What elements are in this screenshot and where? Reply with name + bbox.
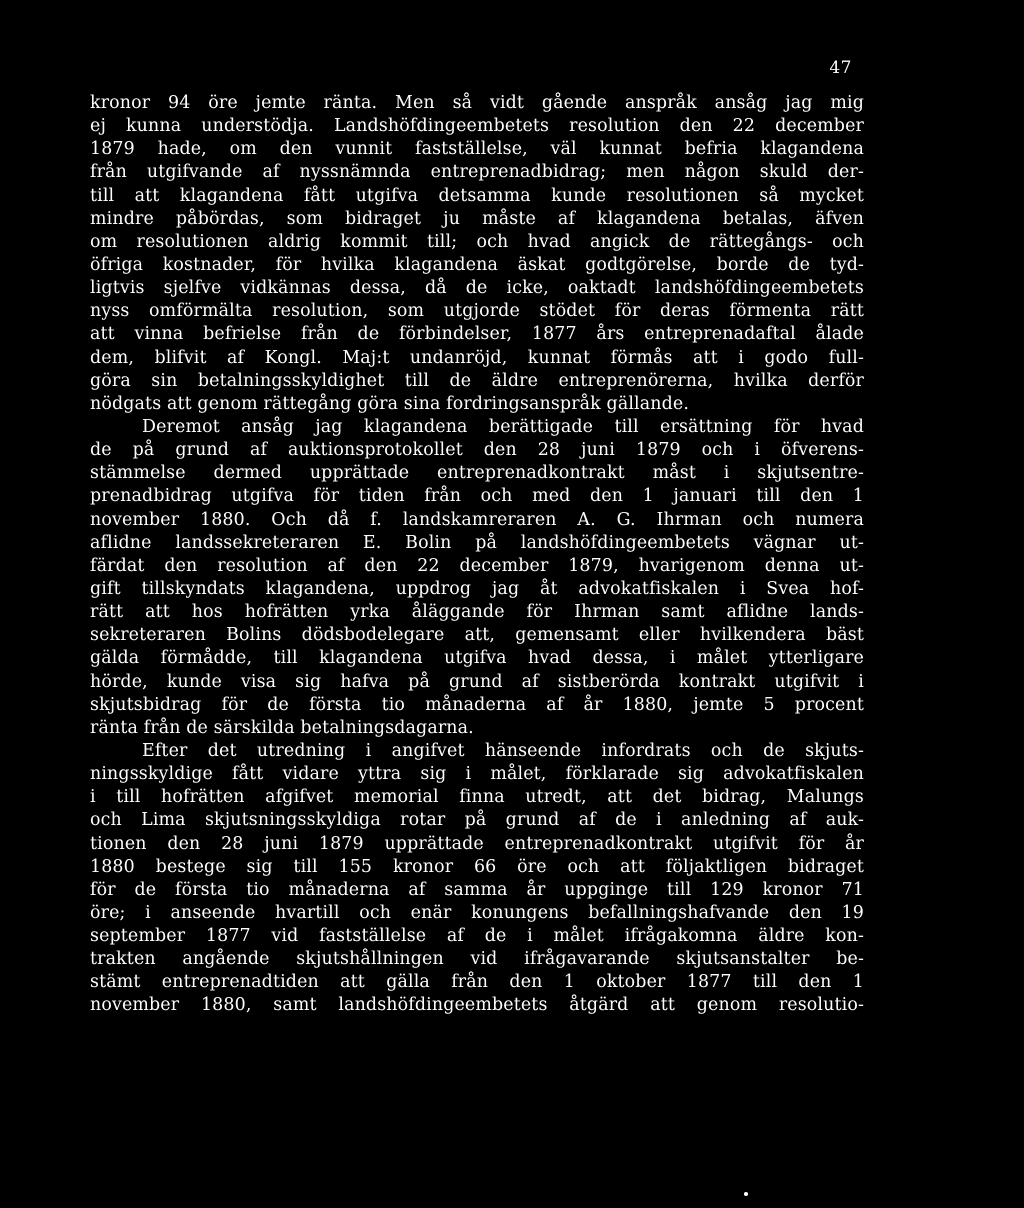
print-speck bbox=[744, 1192, 748, 1196]
text-line: färdat den resolution af den 22 december 1879, hvarigenom denna ut- bbox=[90, 555, 864, 576]
text-line: dem, blifvit af Kongl. Maj:t undanröjd, kunnat förmås att i godo full- bbox=[90, 347, 864, 368]
text-line: ränta från de särskilda betalningsdagarna. bbox=[90, 717, 474, 738]
text-line: öfriga kostnader, för hvilka klagandena äskat godtgörelse, borde de tyd- bbox=[90, 254, 864, 275]
text-line: rätt att hos hofrätten yrka åläggande för Ihrman samt aflidne lands- bbox=[90, 602, 864, 623]
text-line: att vinna befrielse från de förbindelser, 1877 års entreprenadaftal ålade bbox=[90, 324, 864, 345]
text-line: prenadbidrag utgifva för tiden från och med den 1 januari till den 1 bbox=[90, 486, 864, 507]
text-line: nyss omförmälta resolution, som utgjorde stödet för deras förmenta rätt bbox=[90, 301, 864, 322]
text-line: sekreteraren Bolins dödsbodelegare att, gemensamt eller hvilkendera bäst bbox=[90, 625, 864, 646]
text-line: de på grund af auktionsprotokollet den 28 juni 1879 och i öfverens- bbox=[90, 440, 864, 461]
text-line: november 1880. Och då f. landskamreraren A. G. Ihrman och numera bbox=[90, 509, 864, 530]
text-line: mindre påbördas, som bidraget ju måste af klagandena betalas, äfven bbox=[90, 208, 864, 229]
text-line: till att klagandena fått utgifva detsamma kunde resolutionen så mycket bbox=[90, 185, 864, 206]
text-line: och Lima skjutsningsskyldiga rotar på grund af de i anledning af auk- bbox=[90, 810, 864, 831]
text-line: från utgifvande af nyssnämnda entreprenadbidrag; men någon skuld der- bbox=[90, 162, 864, 183]
text-line: gälda förmådde, till klagandena utgifva hvad dessa, i målet ytterligare bbox=[90, 648, 864, 669]
text-line: ligtvis sjelfve vidkännas dessa, då de icke, oaktadt landshöfdingeembetets bbox=[90, 278, 864, 299]
page-number: 47 bbox=[829, 58, 852, 78]
text-line: aflidne landssekreteraren E. Bolin på landshöfdingeembetets vägnar ut- bbox=[90, 532, 864, 553]
text-line: skjutsbidrag för de första tio månaderna af år 1880, jemte 5 procent bbox=[90, 694, 864, 715]
text-line: 1879 hade, om den vunnit fastställelse, väl kunnat befria klagandena bbox=[90, 139, 864, 160]
text-line: kronor 94 öre jemte ränta. Men så vidt gående anspråk ansåg jag mig bbox=[90, 93, 864, 113]
text-line: hörde, kunde visa sig hafva på grund af sistberörda kontrakt utgifvit i bbox=[90, 671, 864, 692]
text-line: för de första tio månaderna af samma år uppginge till 129 kronor 71 bbox=[90, 879, 864, 900]
text-line: tionen den 28 juni 1879 upprättade entreprenadkontrakt utgifvit för år bbox=[90, 833, 864, 854]
text-line: göra sin betalningsskyldighet till de äldre entreprenörerna, hvilka derför bbox=[90, 370, 864, 391]
text-line: ningsskyldige fått vidare yttra sig i målet, förklarade sig advokatfiskalen bbox=[90, 764, 864, 785]
text-line: september 1877 vid fastställelse af de i målet ifrågakomna äldre kon- bbox=[90, 926, 864, 947]
text-line: november 1880, samt landshöfdingeembetets åtgärd att genom resolutio- bbox=[90, 995, 864, 1016]
text-line: nödgats att genom rättegång göra sina fordringsanspråk gällande. bbox=[90, 393, 690, 414]
text-line: Efter det utredning i angifvet hänseende infordrats och de skjuts- bbox=[142, 740, 864, 761]
text-line: gift tillskyndats klagandena, uppdrog jag åt advokatfiskalen i Svea hof- bbox=[90, 578, 864, 599]
body-text bbox=[90, 92, 864, 1018]
text-line: om resolutionen aldrig kommit till; och hvad angick de rättegångs- och bbox=[90, 231, 864, 252]
text-line: ej kunna understödja. Landshöfdingeembetets resolution den 22 december bbox=[90, 116, 864, 137]
text-line: stämmelse dermed upprättade entreprenadkontrakt måst i skjutsentre- bbox=[90, 463, 864, 484]
text-line: 1880 bestege sig till 155 kronor 66 öre och att följaktligen bidraget bbox=[90, 856, 864, 877]
text-line: öre; i anseende hvartill och enär konungens befallningshafvande den 19 bbox=[90, 902, 864, 923]
text-line: i till hofrätten afgifvet memorial finna utredt, att det bidrag, Malungs bbox=[90, 787, 864, 808]
text-line: Deremot ansåg jag klagandena berättigade till ersättning för hvad bbox=[142, 416, 864, 437]
text-line: trakten angående skjutshållningen vid ifrågavarande skjutsanstalter be- bbox=[90, 949, 864, 970]
text-line: stämt entreprenadtiden att gälla från den 1 oktober 1877 till den 1 bbox=[90, 972, 864, 993]
